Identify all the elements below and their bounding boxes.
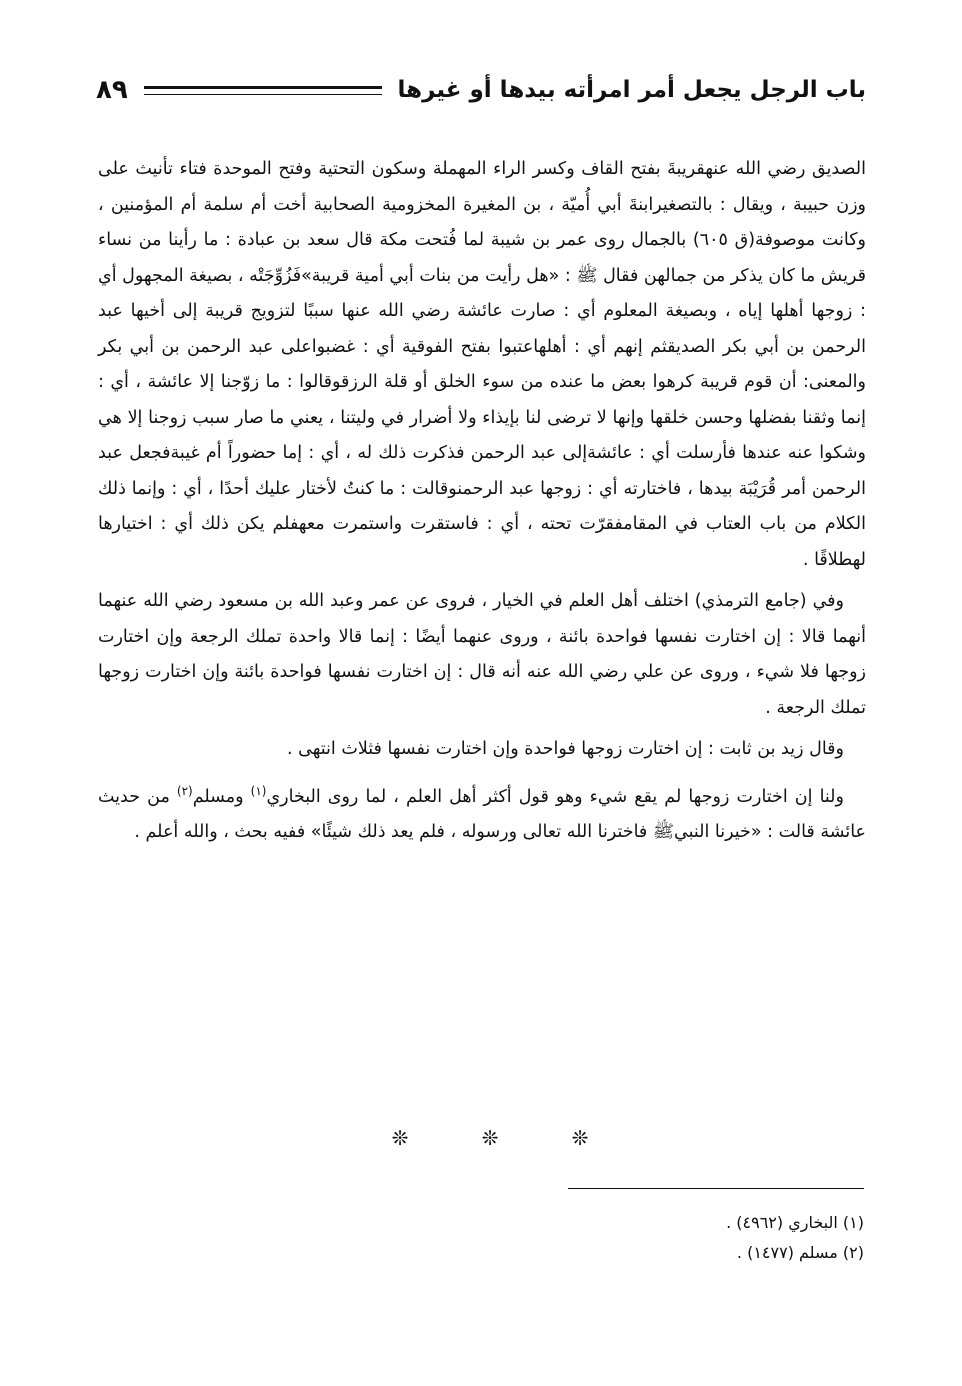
paragraph-2: وفي (جامع الترمذي) اختلف أهل العلم في الخيار ، فروى عن عمر وعبد الله بن مسعود رضي الله عنهما أنهما قالا : إن اختارت نفسها فواحدة بائنة ، وروى عنهما أيضًا : إنما قالا واحدة تملك الرجعة وإن اختارت زوجها فلا شيء ، وروى عن علي رضي الله عنه أنه قال : إن اختارت نفسها فواحدة بائنة وإن اختارت زوجها تملك الرجعة . bbox=[98, 591, 866, 718]
asterism-icon: ❊ bbox=[571, 1126, 589, 1150]
asterism-icon: ❊ bbox=[481, 1126, 499, 1150]
footnote-ref-2[interactable]: (٢) bbox=[176, 783, 193, 798]
running-header bbox=[96, 68, 866, 112]
paragraph-4-part-2: ومسلم bbox=[192, 786, 251, 807]
asterism-icon: ❊ bbox=[391, 1126, 409, 1150]
body-text bbox=[98, 152, 866, 850]
footnotes bbox=[464, 1208, 864, 1268]
paragraph-4-part-1: ولنا إن اختارت زوجها لم يقع شيء وهو قول أكثر أهل العلم ، لما روى البخاري bbox=[266, 786, 844, 807]
section-separator bbox=[380, 1126, 600, 1150]
footnote-2: (٢) مسلم (١٤٧٧) . bbox=[736, 1243, 864, 1262]
chapter-title: باب الرجل يجعل أمر امرأته بيدها أو غيرها bbox=[397, 77, 866, 103]
footnote-1: (١) البخاري (٤٩٦٢) . bbox=[726, 1213, 864, 1232]
header-rule bbox=[144, 86, 382, 95]
page-number: ٨٩ bbox=[96, 75, 128, 105]
paragraph-4 bbox=[98, 774, 866, 851]
paragraph-1: الصديق رضي الله عنهقريبةَ بفتح القاف وكسر الراء المهملة وسكون التحتية وفتح الموحدة فتاء تأنيث على وزن حبيبة ، ويقال : بالتصغيرابنةَ أبي أُميّة ، بن المغيرة المخزومية الصحابية أخت أم سلمة أم المؤمنين ، وكانت موصوفة(ق ٦٠٥) بالجمال روى عمر بن شيبة لما فُتحت مكة قال سعد بن عبادة : ما رأينا من نساء قريش ما كان يذكر من جمالهن فقال ﷺ : «هل رأيت من بنات أبي أمية قريبة»فَزُوِّجَتْه ، بصيغة المجهول أي : زوجها أهلها إياه ، وبصيغة المعلوم أي : صارت عائشة رضي الله عنها سببًا لتزويج قريبة إلى أخيها عبد الرحمن بن أبي بكر الصديقثم إنهم أي : أهلهاعتبوا بفتح الفوقية أي : غضبواعلى عبد الرحمن بن أبي بكر والمعنى: أن قوم قريبة كرهوا بعض ما عنده من سوء الخلق أو قلة الرزقوقالوا : ما زوّجنا إلا عائشة ، أي : إنما وثقنا بفضلها وحسن خلقها وإنها لا ترضى لنا بإيذاء ولا أضرار في وليتنا ، يعني ما صار سبب زوجنا إلا هي وشكوا عنه عندها فأرسلت أي : عائشةإلى عبد الرحمن فذكرت ذلك له ، أي : إما حضوراً أم غيبةفجعل عبد الرحمن أمر قُرَيْبَة بيدها ، فاختارته أي : زوجها عبد الرحمنوقالت : ما كنتُ لأختار عليك أحدًا ، أي : وإنما ذلك الكلام من باب العتاب في المقامفقرّت تحته ، أي : فاستقرت واستمرت معهفلم يكن ذلك أي : اختيارها لهطلاقًا . bbox=[98, 159, 866, 570]
footnote-ref-1[interactable]: (١) bbox=[250, 783, 267, 798]
footnote-rule bbox=[568, 1188, 864, 1189]
paragraph-4-part-3: من حديث عائشة قالت : «خيرنا النبيﷺ فاخترنا الله تعالى ورسوله ، فلم يعد ذلك شيئًا» ففيه بحث ، والله أعلم . bbox=[98, 786, 866, 842]
paragraph-3: وقال زيد بن ثابت : إن اختارت زوجها فواحدة وإن اختارت نفسها فثلاث انتهى . bbox=[287, 739, 844, 759]
